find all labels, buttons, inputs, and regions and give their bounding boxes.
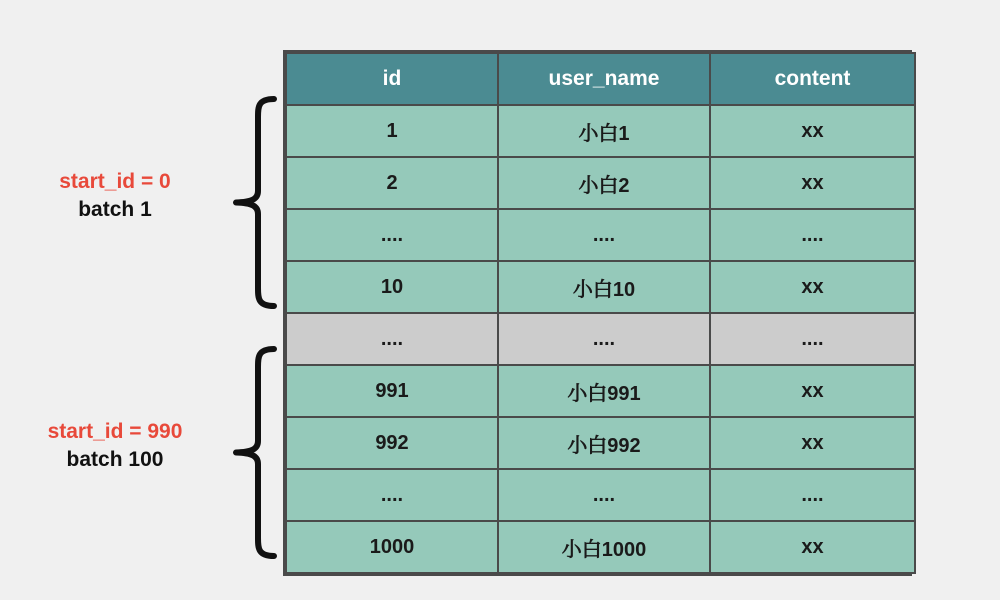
cell-user-name: 小白1 <box>498 105 710 157</box>
table-row <box>286 417 915 469</box>
cell-user-name: .... <box>498 209 710 261</box>
table-row <box>286 365 915 417</box>
annotation-batch-100 <box>0 418 230 475</box>
batch-label-2: batch 100 <box>66 448 164 472</box>
start-id-label-2: start_id = 990 <box>47 420 183 443</box>
table-row <box>286 521 915 573</box>
cell-user-name: .... <box>498 313 710 365</box>
batch-label-1: batch 1 <box>78 198 152 222</box>
cell-content: xx <box>710 417 915 469</box>
table-body <box>286 105 915 573</box>
brace-icon-batch-1 <box>228 95 278 310</box>
cell-content: xx <box>710 157 915 209</box>
column-header-user-name: user_name <box>498 53 710 105</box>
cell-id: 1 <box>286 105 498 157</box>
table-row <box>286 105 915 157</box>
cell-id: .... <box>286 209 498 261</box>
cell-content: xx <box>710 105 915 157</box>
table-header <box>286 53 915 105</box>
cell-user-name: 小白1000 <box>498 521 710 573</box>
cell-id: 1000 <box>286 521 498 573</box>
cell-content: xx <box>710 365 915 417</box>
cell-id: 991 <box>286 365 498 417</box>
cell-user-name: .... <box>498 469 710 521</box>
cell-id: .... <box>286 469 498 521</box>
cell-id: 992 <box>286 417 498 469</box>
table-row-gap <box>286 313 915 365</box>
brace-icon-batch-100 <box>228 345 278 560</box>
cell-id: .... <box>286 313 498 365</box>
start-id-label-1: start_id = 0 <box>59 170 171 193</box>
table-row <box>286 261 915 313</box>
table-header-row <box>286 53 915 105</box>
cell-id: 10 <box>286 261 498 313</box>
table-row <box>286 469 915 521</box>
column-header-id: id <box>286 53 498 105</box>
table-row <box>286 157 915 209</box>
cell-user-name: 小白991 <box>498 365 710 417</box>
cell-id: 2 <box>286 157 498 209</box>
annotation-batch-1 <box>0 168 230 225</box>
cell-content: xx <box>710 261 915 313</box>
column-header-content: content <box>710 53 915 105</box>
cell-content: .... <box>710 469 915 521</box>
cell-content: .... <box>710 209 915 261</box>
records-table <box>285 52 916 574</box>
cell-content: xx <box>710 521 915 573</box>
cell-user-name: 小白2 <box>498 157 710 209</box>
table-row <box>286 209 915 261</box>
cell-user-name: 小白10 <box>498 261 710 313</box>
cell-user-name: 小白992 <box>498 417 710 469</box>
records-table-container <box>283 50 912 576</box>
cell-content: .... <box>710 313 915 365</box>
